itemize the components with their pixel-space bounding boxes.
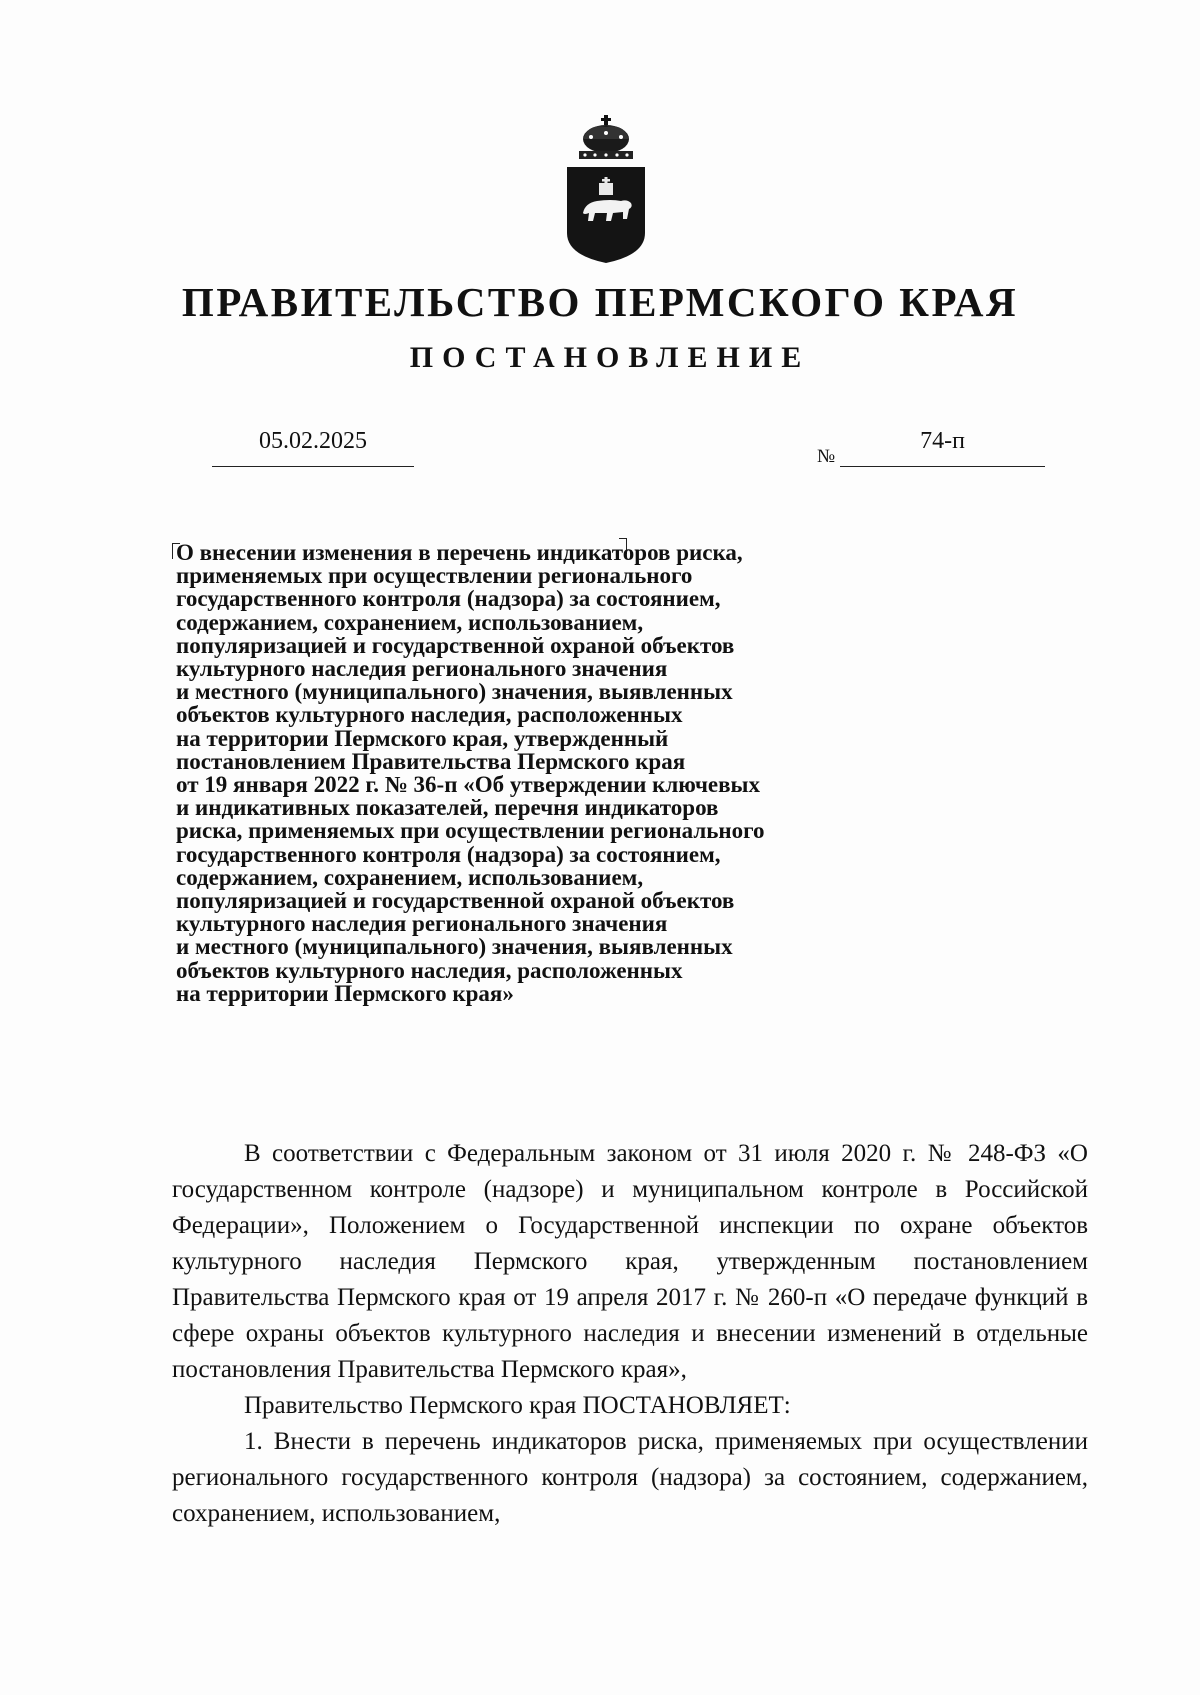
subject-line: и местного (муниципального) значения, выявленных [176, 934, 733, 960]
perm-krai-coat-of-arms-icon [561, 115, 651, 265]
subject-line: популяризацией и государственной охраной объектов [176, 632, 735, 658]
clause-1-paragraph: 1. Внести в перечень индикаторов риска, применяемых при осуществлении регионального государственного контроля (надзора) за состоянием, содержанием, сохранением, использованием, [172, 1428, 1088, 1527]
subject-line: культурного наследия регионального значения [176, 911, 668, 937]
subject-line: от 19 января 2022 г. № 36-п «Об утверждении ключевых [176, 772, 761, 798]
subject-line: риска, применяемых при осуществлении регионального [176, 818, 765, 844]
preamble-paragraph: В соответствии с Федеральным законом от 31 июля 2020 г. № 248-ФЗ «О государственном контроле (надзоре) и муниципальном контроле в Российской Федерации», Положением о Государственной инспекции по охране объектов культурного наследия Пермского края, утвержденным постановлением Правительства Пермского края от 19 апреля 2017 г. № 260-п «О передаче функций в сфере охраны объектов культурного наследия и внесении изменений в отдельные постановления Правительства Пермского края», [172, 1140, 1088, 1383]
subject-line: постановлением Правительства Пермского края [176, 748, 686, 774]
government-title: ПРАВИТЕЛЬСТВО ПЕРМСКОГО КРАЯ [181, 279, 1019, 325]
subject-line: содержанием, сохранением, использованием, [176, 864, 644, 890]
resolution-statement: Правительство Пермского края ПОСТАНОВЛЯЕТ: [244, 1392, 791, 1419]
document-date: 05.02.2025 [259, 428, 367, 454]
subject-line: содержанием, сохранением, использованием, [176, 609, 644, 635]
document-body [172, 1136, 1088, 1532]
subject-line: государственного контроля (надзора) за состоянием, [176, 841, 721, 867]
subject-line: объектов культурного наследия, расположенных [176, 957, 683, 983]
number-underline [840, 466, 1045, 467]
subject-line: культурного наследия регионального значения [176, 656, 668, 682]
document-subject [176, 541, 936, 1005]
subject-line: О внесении изменения в перечень индикаторов риска, [176, 540, 743, 565]
subject-line: и индикативных показателей, перечня индикаторов [176, 795, 719, 821]
subject-line: и местного (муниципального) значения, выявленных [176, 679, 733, 705]
subject-line: объектов культурного наследия, расположенных [176, 702, 683, 728]
number-sign: № [817, 446, 836, 467]
subject-line: на территории Пермского края, утвержденный [176, 725, 669, 751]
date-underline [212, 466, 414, 467]
subject-line: популяризацией и государственной охраной объектов [176, 888, 735, 914]
subject-line: государственного контроля (надзора) за состоянием, [176, 586, 721, 612]
document-type-title: ПОСТАНОВЛЕНИЕ [409, 341, 811, 374]
subject-line: применяемых при осуществлении регионального [176, 563, 693, 589]
subject-line: на территории Пермского края» [176, 980, 514, 1006]
document-number: 74-п [920, 428, 965, 454]
